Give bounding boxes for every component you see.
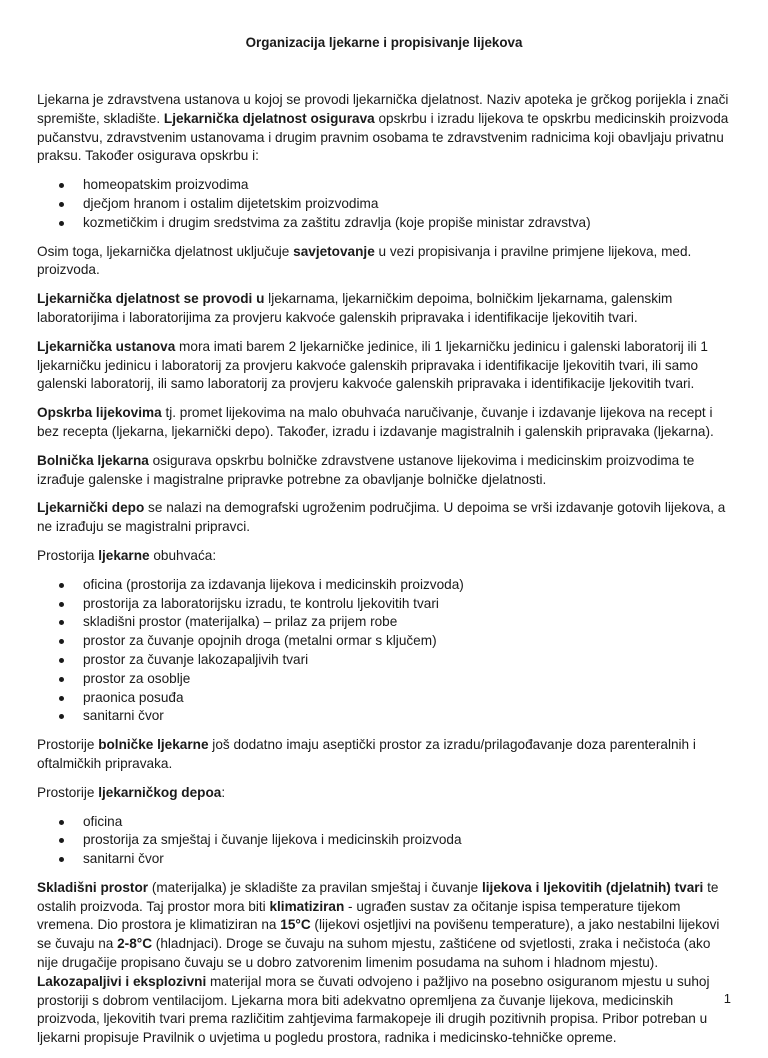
opskrba-paragraph: [37, 404, 731, 442]
skladisni-bold-2: lijekova i ljekovitih (djelatnih) tvari: [481, 879, 704, 895]
ustanova-text: mora imati barem 2 ljekarničke jedinice, ili 1 ljekarničku jedinicu i galenski laboratorij ili 1 ljekarničku jedinicu i laboratorij za provjeru kakvoće galenskih pripravaka i identifikacije ljekovitih tvari, ili samo galenski laboratorij, ili samo laboratorij za provjeru kakvoće galenskih pripravaka i identifikacije ljekovitih tvari.: [37, 338, 708, 392]
list-item: prostorija za smještaj i čuvanje lijekova i medicinskih proizvoda: [37, 831, 731, 850]
skladisni-bold-4: 15°C: [280, 917, 311, 933]
prostorije-depoa-list: [37, 813, 731, 869]
intro-text-2: opskrbu i izradu lijekova te opskrbu medicinskih proizvoda pučanstvu, zdravstvenim ustanovama i drugim pravnim osobama te zdravstvenim radnicima koji obavljaju privatnu praksu. Također osigurava opskrbu i:: [37, 110, 729, 164]
savjetovanje-text-1: Osim toga, ljekarnička djelatnost uključuje: [37, 243, 294, 259]
skladisni-text-1: (materijalka) je skladište za pravilan smještaj i čuvanje: [148, 879, 482, 895]
skladisni-bold-1: Skladišni prostor: [37, 879, 149, 895]
skladisni-bold-6: Lakozapaljivi i eksplozivni: [37, 973, 207, 989]
prostorije-depoa-text-2: :: [221, 784, 226, 800]
prostorije-depoa-paragraph: [37, 784, 731, 803]
savjetovanje-bold: savjetovanje: [293, 243, 375, 259]
prostorije-bolnicke-text-2: još dodatno imaju aseptički prostor za izradu/prilagođavanje doza parenteralnih i oftalmičkih pripravaka.: [37, 737, 696, 771]
savjetovanje-text-2: u vezi propisivanja i pravilne primjene lijekova, med. proizvoda.: [37, 243, 692, 278]
depo-paragraph: [37, 499, 731, 537]
depo-bold: Ljekarnički depo: [37, 500, 145, 516]
prostorije-bolnicke-paragraph: [37, 736, 731, 774]
skladisni-text-5: (hladnjaci). Droge se čuvaju na suhom mjestu, zaštićene od svjetlosti, zraka i nečistoća (ako nije drugačije propisano čuvaju se u dobro zatvorenim limenim posudama na suhom i hladnom mjestu).: [37, 936, 711, 971]
list-item: oficina: [37, 813, 731, 832]
skladisni-text-2: te ostalih proizvoda. Taj prostor mora biti: [37, 879, 719, 914]
opskrba-bold: Opskrba lijekovima: [37, 405, 162, 421]
prostorije-bolnicke-text-1: Prostorije: [37, 737, 99, 753]
skladisni-text-4: (lijekovi osjetljivi na povišenu temperature), a jako nestabilni lijekovi se čuvaju na: [37, 917, 720, 952]
ustanova-bold: Ljekarnička ustanova: [37, 338, 176, 354]
list-item: prostor za čuvanje lakozapaljivih tvari: [37, 651, 731, 670]
skladisni-text-3: - ugrađen sustav za očitanje ispisa temperature tijekom vremena. Dio prostora je klimatiziran na: [37, 898, 681, 933]
prostorije-depoa-text-1: Prostorije: [37, 784, 99, 800]
list-item: homeopatskim proizvodima: [37, 176, 731, 195]
bolnicka-text: osigurava opskrbu bolničke zdravstvene ustanove lijekovima i medicinskim proizvodima te izrađuje galenske i magistralne pripravke potrebne za obavljanje bolničke djelatnosti.: [37, 452, 695, 487]
prostorija-ljekarne-list: [37, 576, 731, 726]
list-item: sanitarni čvor: [37, 850, 731, 869]
savjetovanje-paragraph: [37, 243, 731, 281]
provodi-text: ljekarnama, ljekarničkim depoima, bolničkim ljekarnama, galenskim laboratorijima i laboratorijima za provjeru kakvoće galenskih pripravaka i identifikacije ljekovitih tvari.: [37, 291, 673, 325]
provodi-bold: Ljekarnička djelatnost se provodi u: [37, 291, 265, 307]
prostorije-bolnicke-bold: bolničke ljekarne: [98, 737, 209, 753]
prostorija-ljekarne-bold: ljekarne: [98, 547, 150, 563]
page-number: 1: [723, 991, 731, 1006]
list-item: sanitarni čvor: [37, 707, 731, 726]
ustanova-paragraph: [37, 338, 731, 394]
skladisni-bold-3: klimatiziran: [269, 898, 345, 914]
skladisni-text-6: materijal mora se čuvati odvojeno i pažljivo na posebno osiguranom mjestu u suhoj prostoriji s dobrom ventilacijom. Ljekarna mora biti adekvatno opremljena za čuvanje lijekova, medicinskih proizvoda, ljekovitih tvari prema različitim zahtjevima farmakopeje ili drugih pozitivnih propisa. Pribor potreban u ljekarni propisuje Pravilnik o uvjetima u pogledu prostora, radnika i medicinsko-tehničke opreme.: [37, 973, 710, 1046]
document-body: [37, 91, 731, 1058]
prostorija-ljekarne-text-1: Prostorija: [37, 547, 99, 563]
skladisni-paragraph: [37, 879, 731, 1048]
list-item: skladišni prostor (materijalka) – prilaz za prijem robe: [37, 613, 731, 632]
list-item: kozmetičkim i drugim sredstvima za zaštitu zdravlja (koje propiše ministar zdravstva): [37, 214, 731, 233]
provodi-paragraph: [37, 290, 731, 328]
intro-text-1: Ljekarna je zdravstvena ustanova u kojoj se provodi ljekarnička djelatnost. Naziv apoteka je grčkog porijekla i znači spremište, skladište.: [37, 92, 729, 126]
prostorije-depoa-bold: ljekarničkog depoa: [98, 784, 222, 800]
list-item: prostorija za laboratorijsku izradu, te kontrolu ljekovitih tvari: [37, 595, 731, 614]
bolnicka-bold: Bolnička ljekarna: [37, 452, 149, 468]
list-item: praonica posuđa: [37, 689, 731, 708]
intro-list: [37, 176, 731, 232]
bolnicka-paragraph: [37, 452, 731, 490]
intro-paragraph: [37, 91, 731, 166]
list-item: dječjom hranom i ostalim dijetetskim proizvodima: [37, 195, 731, 214]
intro-bold-1: Ljekarnička djelatnost osigurava: [163, 110, 375, 126]
list-item: prostor za čuvanje opojnih droga (metalni ormar s ključem): [37, 632, 731, 651]
list-item: oficina (prostorija za izdavanja lijekova i medicinskih proizvoda): [37, 576, 731, 595]
list-item: prostor za osoblje: [37, 670, 731, 689]
prostorija-ljekarne-text-2: obuhvaća:: [149, 547, 217, 563]
opskrba-text: tj. promet lijekovima na malo obuhvaća naručivanje, čuvanje i izdavanje lijekova na recept i bez recepta (ljekarna, ljekarnički depo). Također, izradu i izdavanje magistralnih i galenskih pripravaka (ljekarna).: [37, 405, 714, 439]
prostorija-ljekarne-paragraph: [37, 547, 731, 566]
depo-text: se nalazi na demografski ugroženim područjima. U depoima se vrši izdavanje gotovih lijekova, a ne izrađuju se magistralni pripravci.: [37, 500, 726, 535]
skladisni-bold-5: 2-8°C: [117, 936, 153, 952]
page-title: Organizacija ljekarne i propisivanje lijekova: [245, 35, 523, 50]
